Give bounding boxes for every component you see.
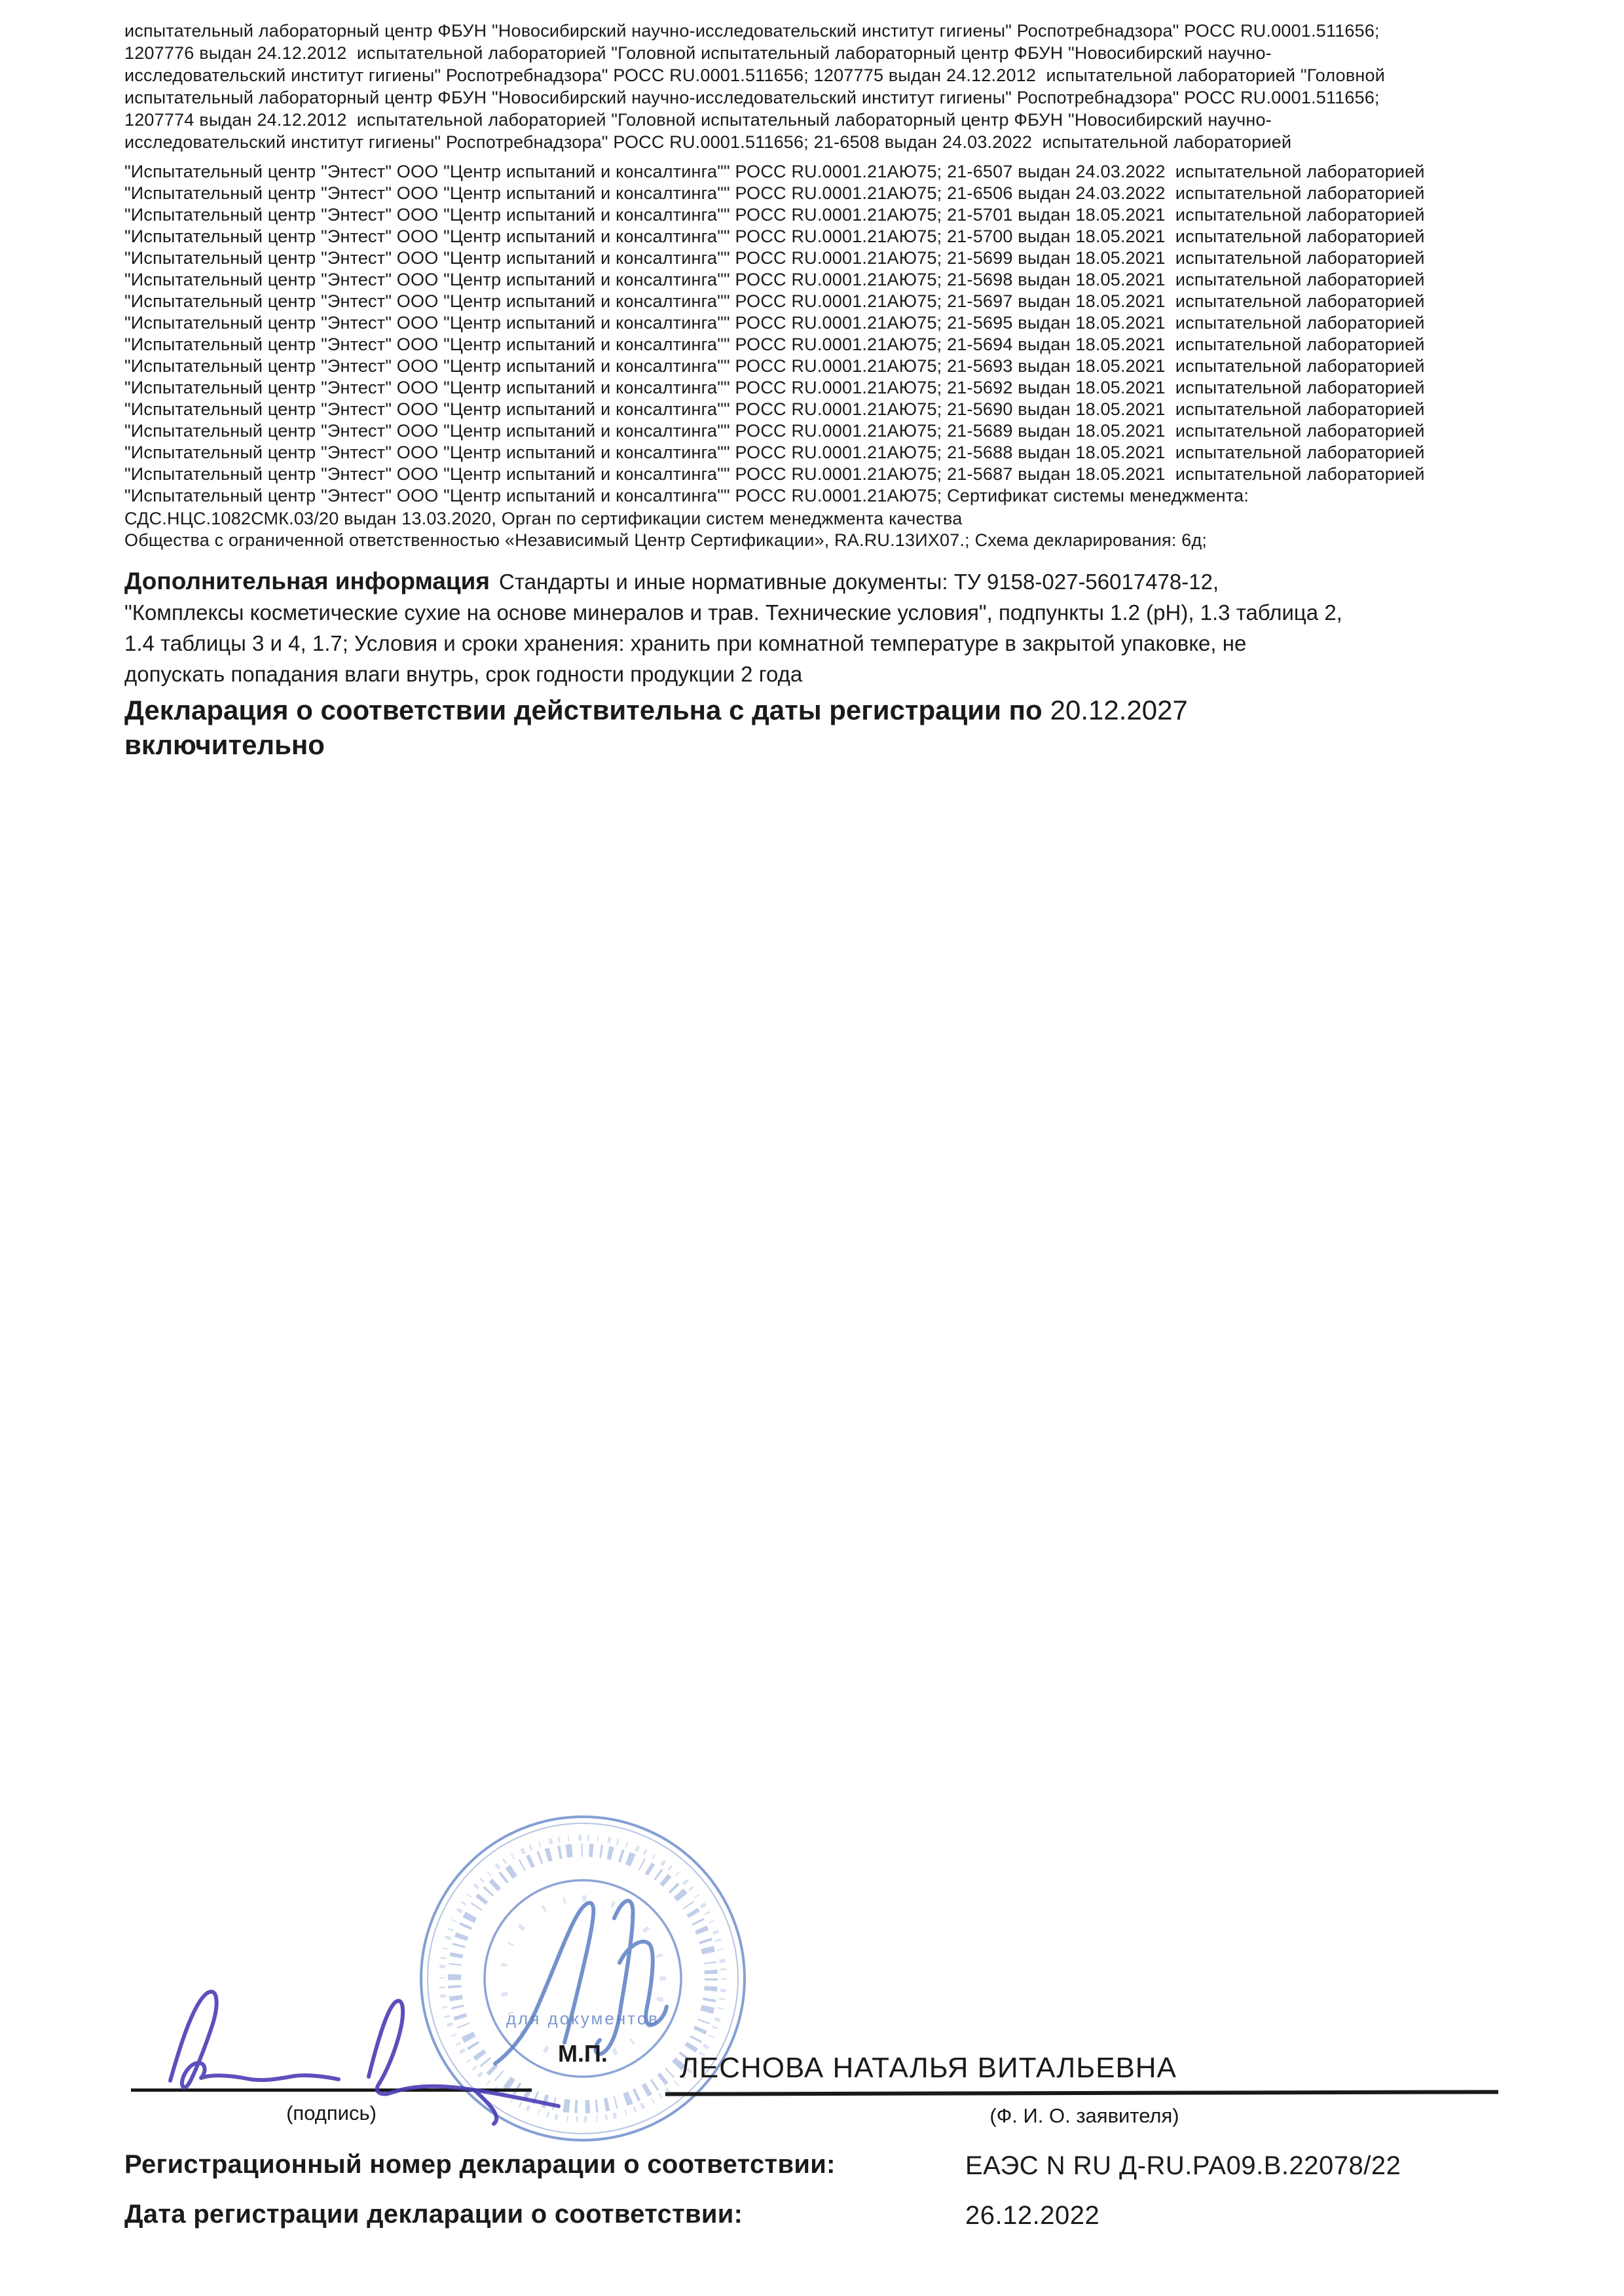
text-line: испытательный лабораторный центр ФБУН "Новосибирский научно-исследовательский институт гигиены" Роспотребнадзора" РОСС RU.0001.511656; [124,21,1380,41]
text-line: "Испытательный центр "Энтест" ООО "Центр испытаний и консалтинга"" РОСС RU.0001.21АЮ75; 21-5699 выдан 18.05.2021 испытательной лабораторией [124,248,1425,268]
text-line: "Испытательный центр "Энтест" ООО "Центр испытаний и консалтинга"" РОСС RU.0001.21АЮ75; 21-5700 выдан 18.05.2021 испытательной лабораторией [124,227,1425,246]
handwritten-signature [134,1964,580,2128]
management-certificate-text [124,508,1539,551]
text-line: "Испытательный центр "Энтест" ООО "Центр испытаний и консалтинга"" РОСС RU.0001.21АЮ75; 21-5697 выдан 18.05.2021 испытательной лабораторией [124,291,1425,311]
text-line: "Испытательный центр "Энтест" ООО "Центр испытаний и консалтинга"" РОСС RU.0001.21АЮ75; 21-5690 выдан 18.05.2021 испытательной лабораторией [124,399,1425,419]
text-line: "Испытательный центр "Энтест" ООО "Центр испытаний и консалтинга"" РОСС RU.0001.21АЮ75; 21-5698 выдан 18.05.2021 испытательной лабораторией [124,270,1425,289]
registration-number-label: Регистрационный номер декларации о соответствии: [124,2150,836,2179]
applicant-name-caption: (Ф. И. О. заявителя) [989,2104,1179,2127]
additional-info-section [124,566,1513,689]
text-line: 1207776 выдан 24.12.2012 испытательной лабораторией "Головной испытательный лабораторный центр ФБУН "Новосибирский научно- [124,43,1272,63]
validity-date: 20.12.2027 [1050,695,1188,725]
text-line: исследовательский институт гигиены" Роспотребнадзора" РОСС RU.0001.511656; 1207775 выдан 24.12.2012 испытательной лабораторией "Головной [124,65,1386,85]
text-line: "Испытательный центр "Энтест" ООО "Центр испытаний и консалтинга"" РОСС RU.0001.21АЮ75; 21-6507 выдан 24.03.2022 испытательной лабораторией [124,162,1425,181]
registration-date-row [124,2200,1539,2239]
signature-caption: (подпись) [286,2102,377,2124]
signature-icon [134,1964,580,2128]
additional-info-text: Стандарты и иные нормативные документы: ТУ 9158-027-56017478-12, [499,570,1219,594]
text-line: испытательный лабораторный центр ФБУН "Новосибирский научно-исследовательский институт гигиены" Роспотребнадзора" РОСС RU.0001.511656; [124,88,1380,107]
text-line: 1.4 таблицы 3 и 4, 1.7; Условия и сроки хранения: хранить при комнатной температуре в закрытой упаковке, не [124,631,1247,655]
registration-number-row [124,2150,1539,2189]
text-line: "Испытательный центр "Энтест" ООО "Центр испытаний и консалтинга"" РОСС RU.0001.21АЮ75; 21-5693 выдан 18.05.2021 испытательной лабораторией [124,356,1425,376]
additional-info-lines [124,597,1513,689]
validity-line-1 [124,693,1513,727]
text-line: "Комплексы косметические сухие на основе минералов и трав. Технические условия", подпункты 1.2 (рН), 1.3 таблица 2, [124,600,1342,625]
validity-prefix: Декларация о соответствии действительна с даты регистрации по [124,695,1043,725]
text-line: "Испытательный центр "Энтест" ООО "Центр испытаний и консалтинга"" РОСС RU.0001.21АЮ75; 21-5689 выдан 18.05.2021 испытательной лабораторией [124,421,1425,441]
text-line: "Испытательный центр "Энтест" ООО "Центр испытаний и консалтинга"" РОСС RU.0001.21АЮ75; 21-5688 выдан 18.05.2021 испытательной лабораторией [124,443,1425,462]
registration-date-value: 26.12.2022 [965,2201,1100,2230]
text-line: "Испытательный центр "Энтест" ООО "Центр испытаний и консалтинга"" РОСС RU.0001.21АЮ75; 21-5694 выдан 18.05.2021 испытательной лабораторией [124,335,1425,354]
text-line: "Испытательный центр "Энтест" ООО "Центр испытаний и консалтинга"" РОСС RU.0001.21АЮ75; 21-5687 выдан 18.05.2021 испытательной лабораторией [124,464,1425,484]
text-line: "Испытательный центр "Энтест" ООО "Центр испытаний и консалтинга"" РОСС RU.0001.21АЮ75; 21-5695 выдан 18.05.2021 испытательной лабораторией [124,313,1425,333]
validity-statement [124,693,1513,762]
validity-line-2: включительно [124,729,325,760]
text-line: исследовательский институт гигиены" Роспотребнадзора" РОСС RU.0001.511656; 21-6508 выдан 24.03.2022 испытательной лабораторией [124,132,1292,152]
additional-info-first-line [124,566,1513,597]
text-line: "Испытательный центр "Энтест" ООО "Центр испытаний и консалтинга"" РОСС RU.0001.21АЮ75; Сертификат системы менеджмента: [124,486,1249,505]
text-line: Общества с ограниченной ответственностью «Независимый Центр Сертификации», RA.RU.13ИХ07.; Схема декларирования: 6д; [124,530,1208,550]
applicant-name-line [665,2090,1498,2096]
text-line: 1207774 выдан 24.12.2012 испытательной лабораторией "Головной испытательный лабораторный центр ФБУН "Новосибирский научно- [124,110,1272,130]
text-line: СДС.НЦС.1082СМК.03/20 выдан 13.03.2020, Орган по сертификации систем менеджмента качества [124,509,963,528]
text-line: допускать попадания влаги внутрь, срок годности продукции 2 года [124,662,803,686]
registration-date-label: Дата регистрации декларации о соответствии: [124,2200,743,2229]
registration-number-value: ЕАЭС N RU Д-RU.РА09.В.22078/22 [965,2151,1401,2180]
text-line: "Испытательный центр "Энтест" ООО "Центр испытаний и консалтинга"" РОСС RU.0001.21АЮ75; 21-5692 выдан 18.05.2021 испытательной лабораторией [124,378,1425,397]
stamp-place-label: М.П. [558,2040,608,2067]
stamp-inner-text: для документов [506,2009,660,2028]
test-protocols-list [124,161,1539,507]
text-line: "Испытательный центр "Энтест" ООО "Центр испытаний и консалтинга"" РОСС RU.0001.21АЮ75; 21-5701 выдан 18.05.2021 испытательной лабораторией [124,205,1425,225]
additional-info-label: Дополнительная информация [124,568,490,594]
applicant-name: ЛЕСНОВА НАТАЛЬЯ ВИТАЛЬЕВНА [680,2052,1177,2084]
accreditation-continuation-text [124,20,1539,153]
text-line: "Испытательный центр "Энтест" ООО "Центр испытаний и консалтинга"" РОСС RU.0001.21АЮ75; 21-6506 выдан 24.03.2022 испытательной лабораторией [124,183,1425,203]
